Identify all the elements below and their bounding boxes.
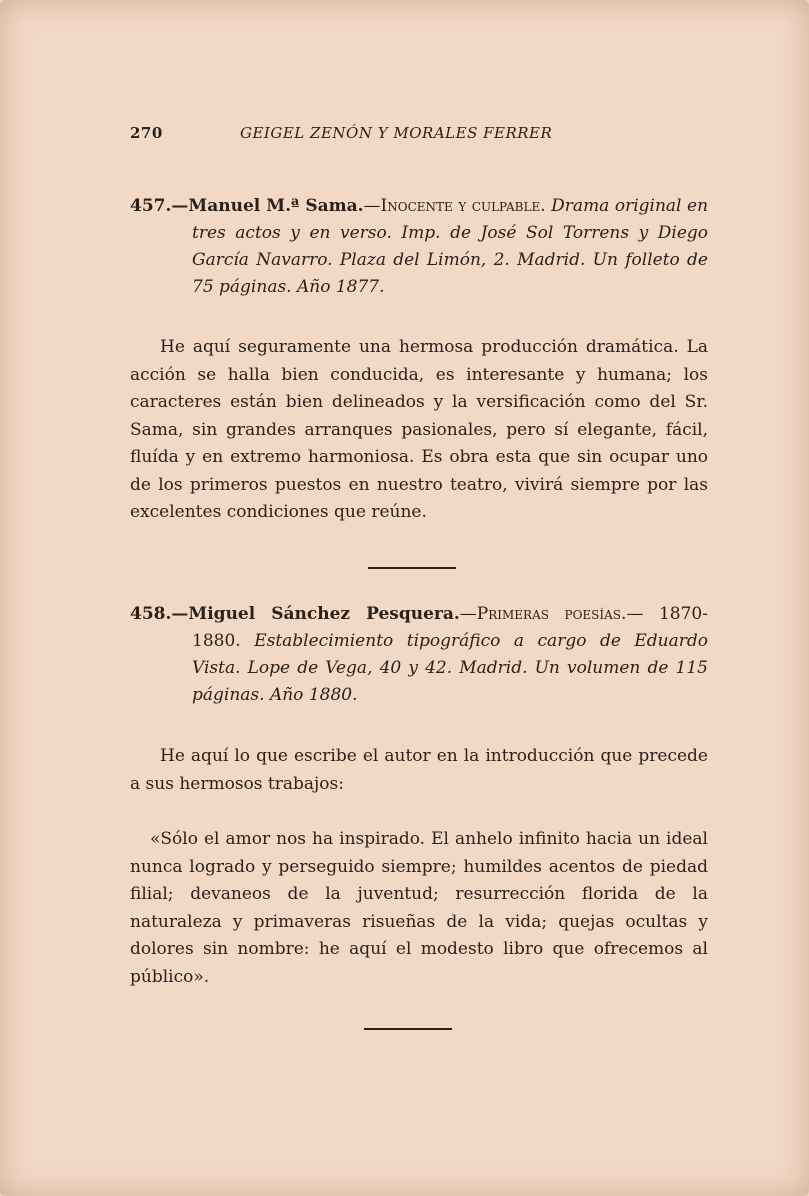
section-divider (368, 567, 456, 569)
entry-457-paragraph: He aquí seguramente una hermosa producción dramática. La acción se halla bien conducida, es interesante y humana; los caracteres están bien delineados y la versificación como del Sr. Sama, sin grandes arranques pasionales, pero sí elegante, fácil, fluída y en extremo harmoniosa. Es obra esta que sin ocupar uno de los primeros puestos en nuestro teatro, vivirá siempre por las excelentes condiciones que reúne. (130, 337, 708, 522)
page-number: 270 (130, 124, 163, 142)
entry-458-title: —Primeras poesías. (459, 604, 627, 624)
entry-457-commentary (130, 334, 708, 527)
entry-457-title: —Inocente y culpable. (363, 196, 546, 216)
entry-458-author: —Miguel Sánchez Pesquera. (171, 604, 460, 624)
entry-458 (130, 601, 708, 709)
entry-457-citation (130, 193, 708, 301)
entry-458-citation (130, 601, 708, 709)
entry-457-imprint: Drama original en tres actos y en verso. Imp. de José Sol Torrens y Diego García Navarro. Plaza del Limón, 2. Madrid. Un folleto de 75 páginas. Año 1877. (192, 196, 709, 297)
entry-458-quote (130, 826, 708, 991)
entry-457-number: 457. (130, 196, 172, 216)
section-divider (364, 1028, 452, 1030)
entry-457-author: —Manuel M.ª Sama. (171, 196, 364, 216)
entry-458-imprint: Establecimiento tipográfico a cargo de Eduardo Vista. Lope de Vega, 40 y 42. Madrid. Un volumen de 115 páginas. Año 1880. (192, 631, 709, 705)
entry-458-quote-paragraph: «Sólo el amor nos ha inspirado. El anhelo infinito hacia un ideal nunca logrado y perseguido siempre; humildes acentos de piedad filial; devaneos de la juventud; resurrección florida de la naturaleza y primaveras risueñas de la vida; quejas ocultas y dolores sin nombre: he aquí el modesto libro que ofrecemos al público». (130, 829, 708, 987)
entry-458-dates: — 1870-1880. (192, 604, 708, 651)
running-head: GEIGEL ZENÓN Y MORALES FERRER (240, 124, 553, 142)
entry-458-number: 458. (130, 604, 172, 624)
entry-458-intro-paragraph: He aquí lo que escribe el autor en la introducción que precede a sus hermosos trabajos: (130, 746, 708, 794)
entry-457 (130, 193, 708, 301)
entry-458-intro (130, 743, 708, 798)
